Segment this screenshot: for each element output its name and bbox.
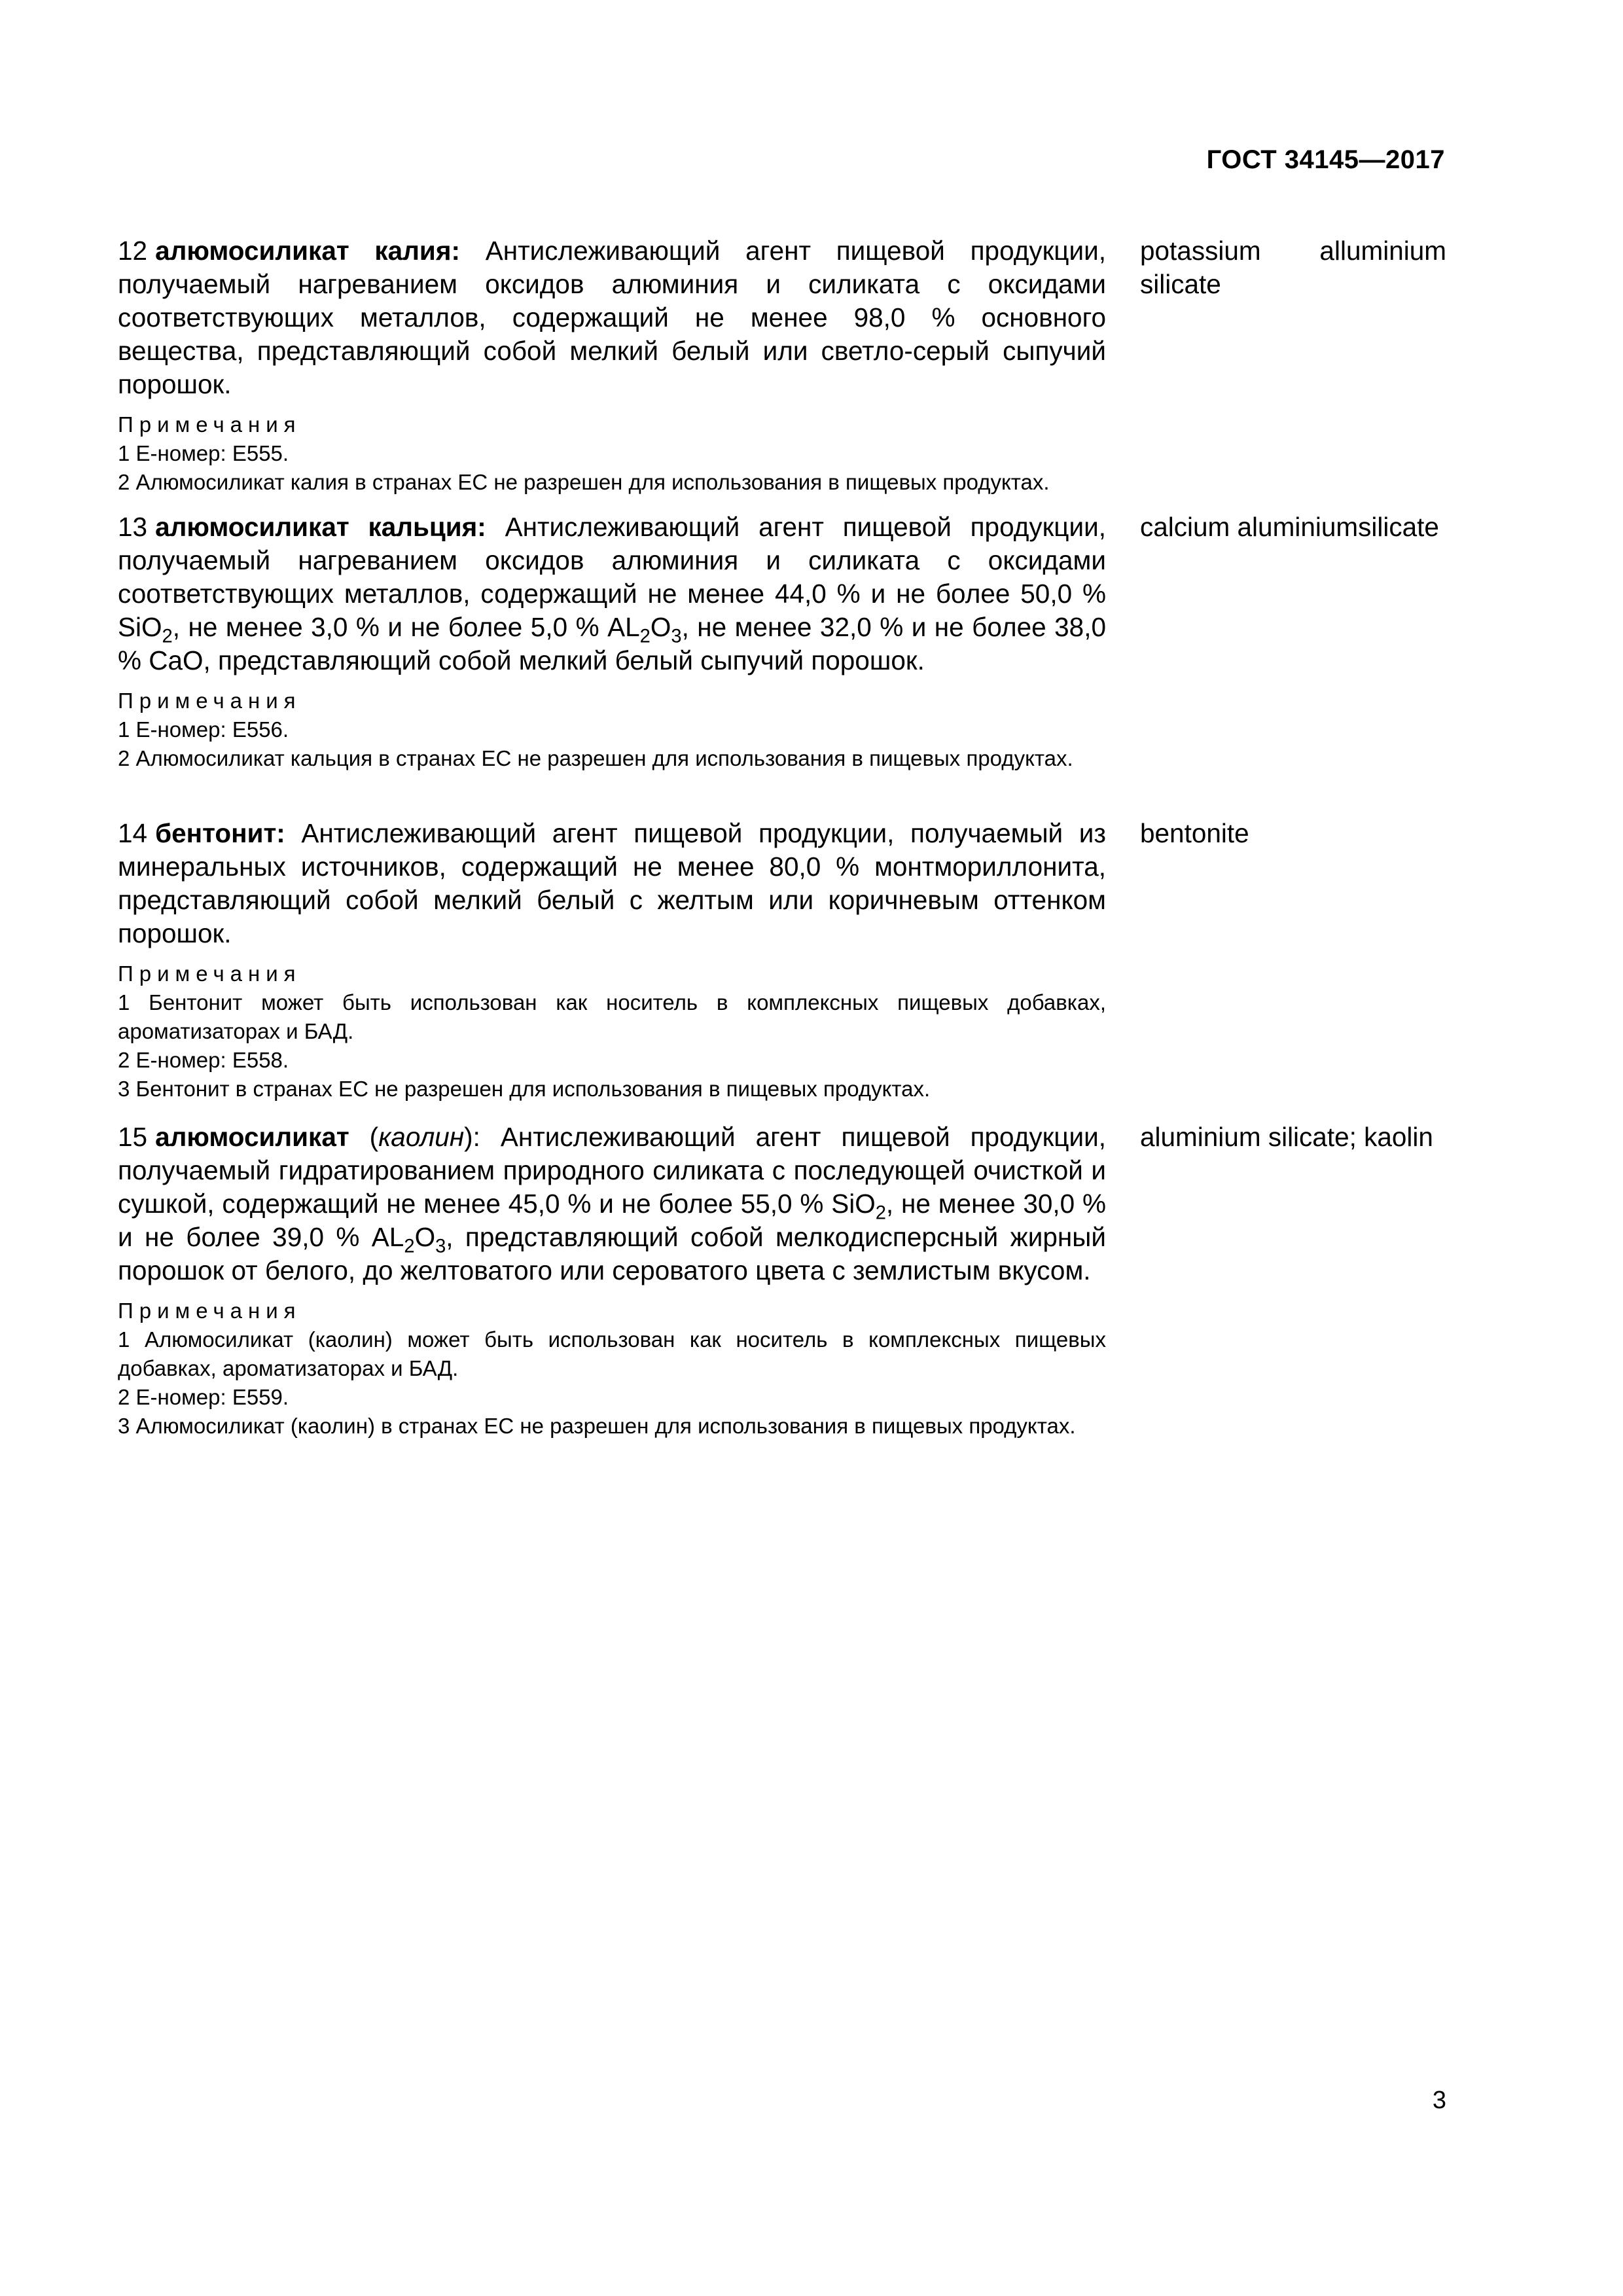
definition-text: , не менее 32,0 % и не более 38,0 % CaO, представляющий собой мелкий белый сыпучий порошок. — [118, 612, 1106, 675]
note: 1 Е-номер: Е556. — [118, 717, 289, 742]
notes-title: Примечания — [118, 412, 302, 437]
term-entry-15 — [118, 1121, 1446, 1441]
definition-text: Антислеживающий агент пищевой продукции, получаемый из минеральных источников, содержащий не менее 80,0 % монтмориллонита, представляющий собой мелкий белый с желтым или коричневым оттенком порошок. — [118, 818, 1106, 948]
definition-text: Антислеживающий агент пищевой продукции, получаемый нагреванием оксидов алюминия и силиката с оксидами соответствующих металлов, содержащий не менее 44,0 % и не более 50,0 % SiO — [118, 512, 1106, 642]
definition — [118, 234, 1106, 401]
subscript: 2 — [404, 1236, 415, 1257]
definition: 15 алюмосиликат (каолин): Антислеживающий агент пищевой продукции, получаемый гидратированием природного силиката с последующей очисткой и сушкой, содержащий не менее 45,0 % и не более 55,0 % SiO$_2$, не менее 30,0 % и не более 39,0 % $AL_2O_3$, представляющий собой мелкодисперсный жирный порошок от белого, до желтоватого или сероватого цвета с землистым вкусом. — [118, 1122, 1106, 1285]
note: 1 Бентонит может быть использован как носитель в комплексных пищевых добавках, ароматизаторах и БАД. — [118, 990, 1106, 1043]
notes — [118, 1297, 1106, 1441]
entry-number: 12 — [118, 236, 148, 266]
entry-number: 13 — [118, 512, 148, 542]
notes-title: Примечания — [118, 961, 302, 986]
definition-text: Антислеживающий агент пищевой продукции, получаемый нагреванием оксидов алюминия и силиката с оксидами соответствующих металлов, содержащий не менее 98,0 % основного вещества, представляющий собой мелкий белый или светло-серый сыпучий порошок. — [118, 236, 1106, 399]
term-en: bentonite — [1140, 818, 1249, 848]
term-ru: алюмосиликат калия: — [155, 236, 460, 266]
term-entry-12 — [118, 234, 1446, 497]
note: 3 Бентонит в странах ЕС не разрешен для использования в пищевых продуктах. — [118, 1077, 931, 1101]
notes — [118, 960, 1106, 1103]
definition-text: O — [650, 612, 671, 642]
term-en: aluminium silicate; kaolin — [1140, 1122, 1433, 1152]
definition-text: , не менее 3,0 % и не более 5,0 % AL — [172, 612, 640, 642]
definition-text: O — [414, 1222, 436, 1252]
definition-text: , представляющий собой мелкодисперсный жирный порошок от белого, до желтоватого или сероватого цвета с землистым вкусом. — [118, 1222, 1106, 1285]
term-ru: бентонит: — [155, 818, 285, 848]
term-ru-italic: каолин — [378, 1122, 465, 1152]
note: 1 Е-номер: Е555. — [118, 441, 289, 465]
note: 2 Е-номер: Е558. — [118, 1048, 289, 1072]
definition — [118, 511, 1106, 677]
definition — [118, 817, 1106, 950]
notes — [118, 687, 1106, 773]
term-en: calcium aluminiumsilicate — [1140, 512, 1439, 542]
subscript: 3 — [671, 626, 682, 647]
note: 3 Алюмосиликат (каолин) в странах ЕС не разрешен для использования в пищевых продуктах. — [118, 1414, 1076, 1438]
term-entry-13 — [118, 511, 1446, 773]
term-en: potassium alluminium silicate — [1140, 236, 1446, 299]
notes — [118, 410, 1106, 497]
entry-number: 15 — [118, 1122, 148, 1152]
subscript: 3 — [435, 1236, 446, 1257]
definition-text: ): Антислеживающий агент пищевой продукции, получаемый гидратированием природного силиката с последующей очисткой и сушкой, содержащий не менее 45,0 % и не более 55,0 % SiO — [118, 1122, 1106, 1219]
definition-text: , не менее 30,0 % и не более 39,0 % AL — [118, 1189, 1106, 1252]
note: 2 Алюмосиликат калия в странах ЕС не разрешен для использования в пищевых продуктах. — [118, 470, 1050, 494]
notes-title: Примечания — [118, 689, 302, 713]
note: 2 Алюмосиликат кальция в странах ЕС не разрешен для использования в пищевых продуктах. — [118, 746, 1073, 770]
note: 1 Алюмосиликат (каолин) может быть использован как носитель в комплексных пищевых добавках, ароматизаторах и БАД. — [118, 1327, 1106, 1380]
document-code: ГОСТ 34145—2017 — [1206, 145, 1445, 174]
subscript: 2 — [162, 626, 173, 647]
subscript: 2 — [875, 1202, 886, 1224]
note: 2 Е-номер: Е559. — [118, 1385, 289, 1409]
term-ru: алюмосиликат кальция: — [155, 512, 486, 542]
entry-number: 14 — [118, 818, 148, 848]
term-ru: алюмосиликат — [155, 1122, 349, 1152]
term-entry-14 — [118, 817, 1446, 1103]
notes-title: Примечания — [118, 1299, 302, 1323]
subscript: 2 — [639, 626, 651, 647]
page-number: 3 — [1432, 2087, 1446, 2114]
